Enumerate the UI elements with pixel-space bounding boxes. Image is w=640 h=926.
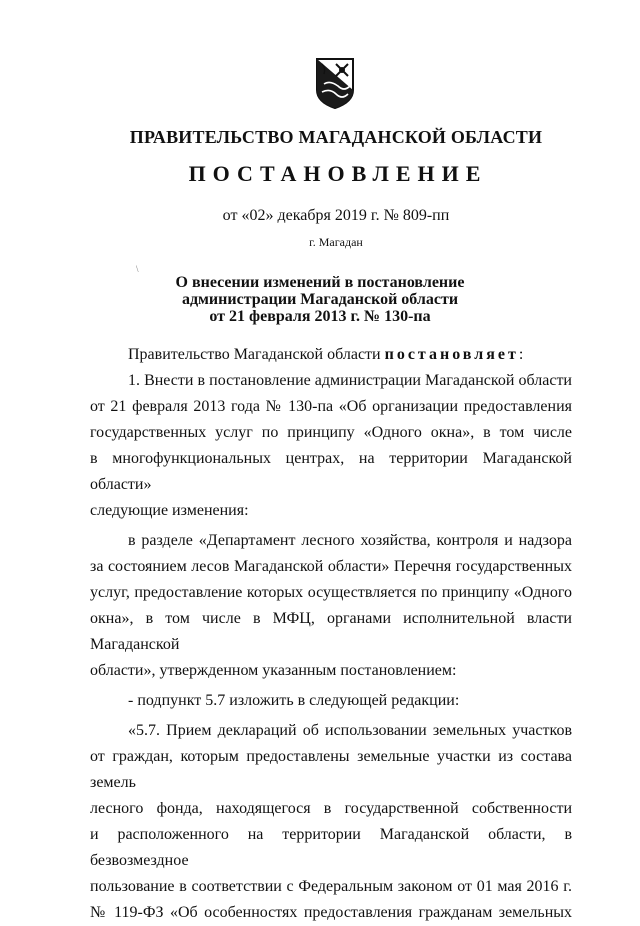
paragraph-line: от граждан, которым предоставлены земельные участки из состава земель xyxy=(90,748,572,791)
scan-mark: \ xyxy=(136,264,139,274)
paragraph-3: - подпункт 5.7 изложить в следующей редакции: xyxy=(128,692,460,709)
paragraph-line: в разделе «Департамент лесного хозяйства, контроля и надзора xyxy=(128,532,572,549)
paragraph-line: лесного фонда, находящегося в государственной собственности xyxy=(90,800,572,817)
paragraph-line: государственных услуг по принципу «Одного окна», в том числе xyxy=(90,424,572,441)
intro-suffix: : xyxy=(518,346,524,363)
paragraph-line: пользование в соответствии с Федеральным законом от 01 мая 2016 г. xyxy=(90,878,572,895)
title-line: О внесении изменений в постановление xyxy=(175,274,465,291)
coat-of-arms-icon xyxy=(314,56,356,110)
document-date-number: от «02» декабря 2019 г. № 809-пп xyxy=(222,207,450,224)
paragraph-line: окна», в том числе в МФЦ, органами исполнительной власти Магаданской xyxy=(90,610,572,653)
document-body xyxy=(90,342,572,926)
intro-prefix: Правительство Магаданской области xyxy=(128,346,381,363)
document-title xyxy=(0,274,640,325)
paragraph-1 xyxy=(90,368,572,524)
document-type: ПОСТАНОВЛЕНИЕ xyxy=(188,161,488,186)
paragraph-line: № 119-ФЗ «Об особенностях предоставления гражданам земельных xyxy=(90,904,572,921)
paragraph-4 xyxy=(90,718,572,926)
paragraph-line: услуг, предоставление которых осуществляется по принципу «Одного xyxy=(90,584,572,601)
paragraph-line: области», утвержденном указанным постановлением: xyxy=(90,662,457,679)
paragraph-line: 1. Внести в постановление администрации Магаданской области xyxy=(128,372,572,389)
intro-keyword: постановляет xyxy=(384,346,519,363)
paragraph-line: следующие изменения: xyxy=(90,502,249,519)
paragraph-2 xyxy=(90,528,572,684)
intro-paragraph xyxy=(90,342,572,368)
paragraph-line: и расположенного на территории Магаданской области, в безвозмездное xyxy=(90,826,572,869)
organization-name: ПРАВИТЕЛЬСТВО МАГАДАНСКОЙ ОБЛАСТИ xyxy=(129,127,543,147)
title-line: администрации Магаданской области xyxy=(181,291,459,308)
paragraph-line: «5.7. Прием деклараций об использовании земельных участков xyxy=(128,722,572,739)
document-city: г. Магадан xyxy=(309,235,363,249)
paragraph-line: за состоянием лесов Магаданской области» Перечня государственных xyxy=(90,558,572,575)
paragraph-line: от 21 февраля 2013 года № 130-па «Об организации предоставления xyxy=(90,398,572,415)
title-line: от 21 февраля 2013 г. № 130-па xyxy=(209,308,431,325)
paragraph-line: в многофункциональных центрах, на территории Магаданской области» xyxy=(90,450,572,493)
